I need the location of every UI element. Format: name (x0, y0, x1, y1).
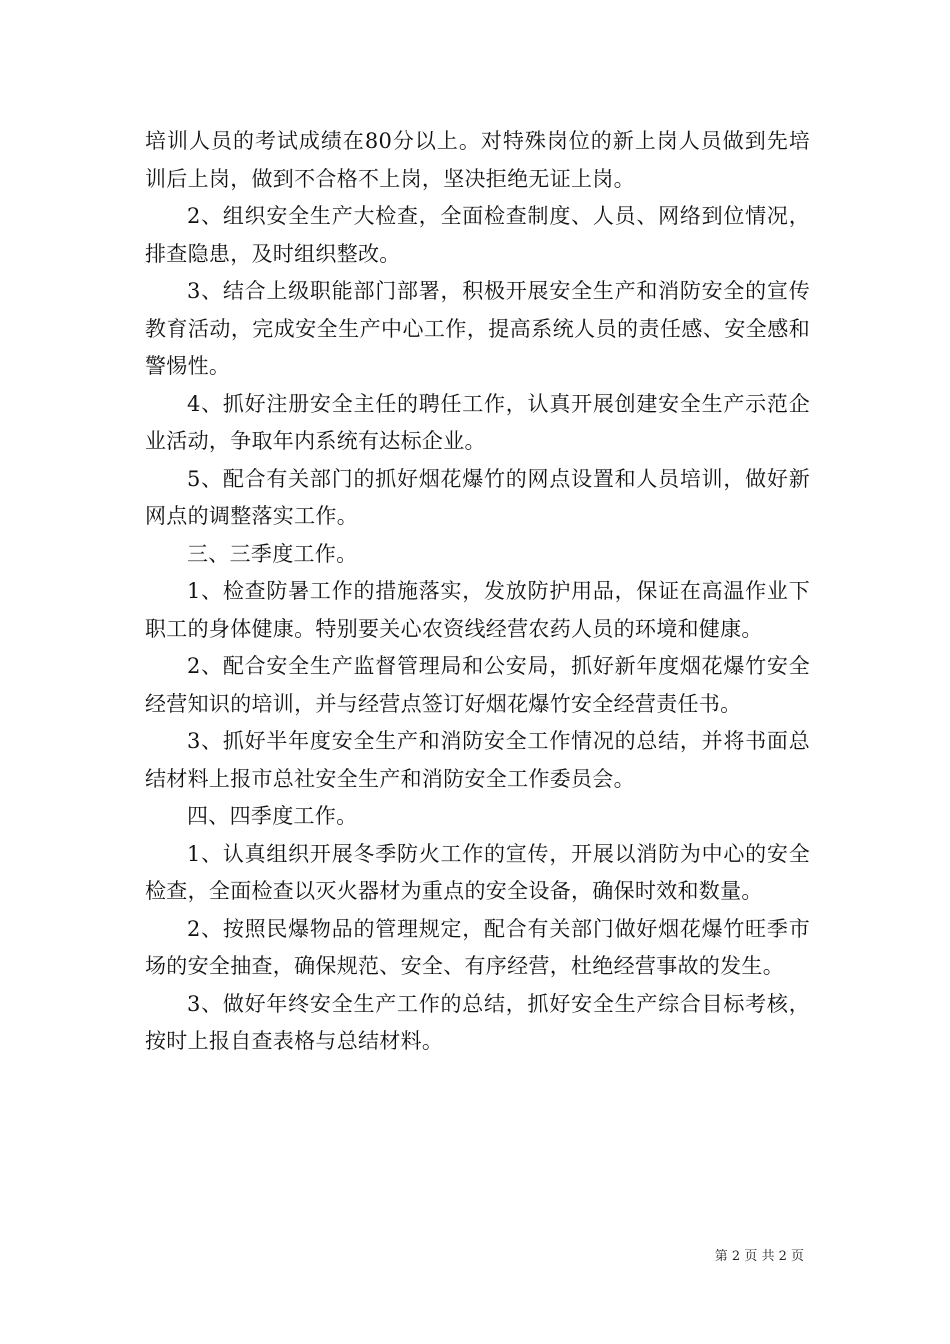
section-heading-q3: 三、三季度工作。 (187, 541, 358, 566)
document-body (145, 123, 810, 1061)
paragraph-continuation: 培训人员的考试成绩在80分以上。对特殊岗位的新上岗人员做到先培训后上岗，做到不合格不上岗，坚决拒绝无证上岗。 (145, 129, 810, 191)
paragraph-q2-item-5: 5、配合有关部门的抓好烟花爆竹的网点设置和人员培训，做好新网点的调整落实工作。 (145, 466, 810, 528)
page-number-footer: 第 2 页 共 2 页 (714, 1249, 804, 1264)
paragraph-q4-item-1: 1、认真组织开展冬季防火工作的宣传，开展以消防为中心的安全检查，全面检查以灭火器材为重点的安全设备，确保时效和数量。 (145, 841, 810, 903)
paragraph-q3-item-1: 1、检查防暑工作的措施落实，发放防护用品，保证在高温作业下职工的身体健康。特别要关心农资线经营农药人员的环境和健康。 (145, 579, 810, 641)
paragraph-q4-item-2: 2、按照民爆物品的管理规定，配合有关部门做好烟花爆竹旺季市场的安全抽查，确保规范、安全、有序经营，杜绝经营事故的发生。 (145, 916, 810, 978)
paragraph-q2-item-4: 4、抓好注册安全主任的聘任工作，认真开展创建安全生产示范企业活动，争取年内系统有达标企业。 (145, 391, 810, 453)
paragraph-q4-item-3: 3、做好年终安全生产工作的总结，抓好安全生产综合目标考核，按时上报自查表格与总结材料。 (145, 991, 810, 1053)
paragraph-q2-item-3: 3、结合上级职能部门部署，积极开展安全生产和消防安全的宣传教育活动，完成安全生产中心工作，提高系统人员的责任感、安全感和警惕性。 (145, 279, 810, 378)
paragraph-q2-item-2: 2、组织安全生产大检查，全面检查制度、人员、网络到位情况，排查隐患，及时组织整改。 (145, 204, 810, 266)
paragraph-q3-item-3: 3、抓好半年度安全生产和消防安全工作情况的总结，并将书面总结材料上报市总社安全生产和消防安全工作委员会。 (145, 729, 810, 791)
paragraph-q3-item-2: 2、配合安全生产监督管理局和公安局，抓好新年度烟花爆竹安全经营知识的培训，并与经营点签订好烟花爆竹安全经营责任书。 (145, 654, 810, 716)
section-heading-q4: 四、四季度工作。 (187, 804, 358, 828)
